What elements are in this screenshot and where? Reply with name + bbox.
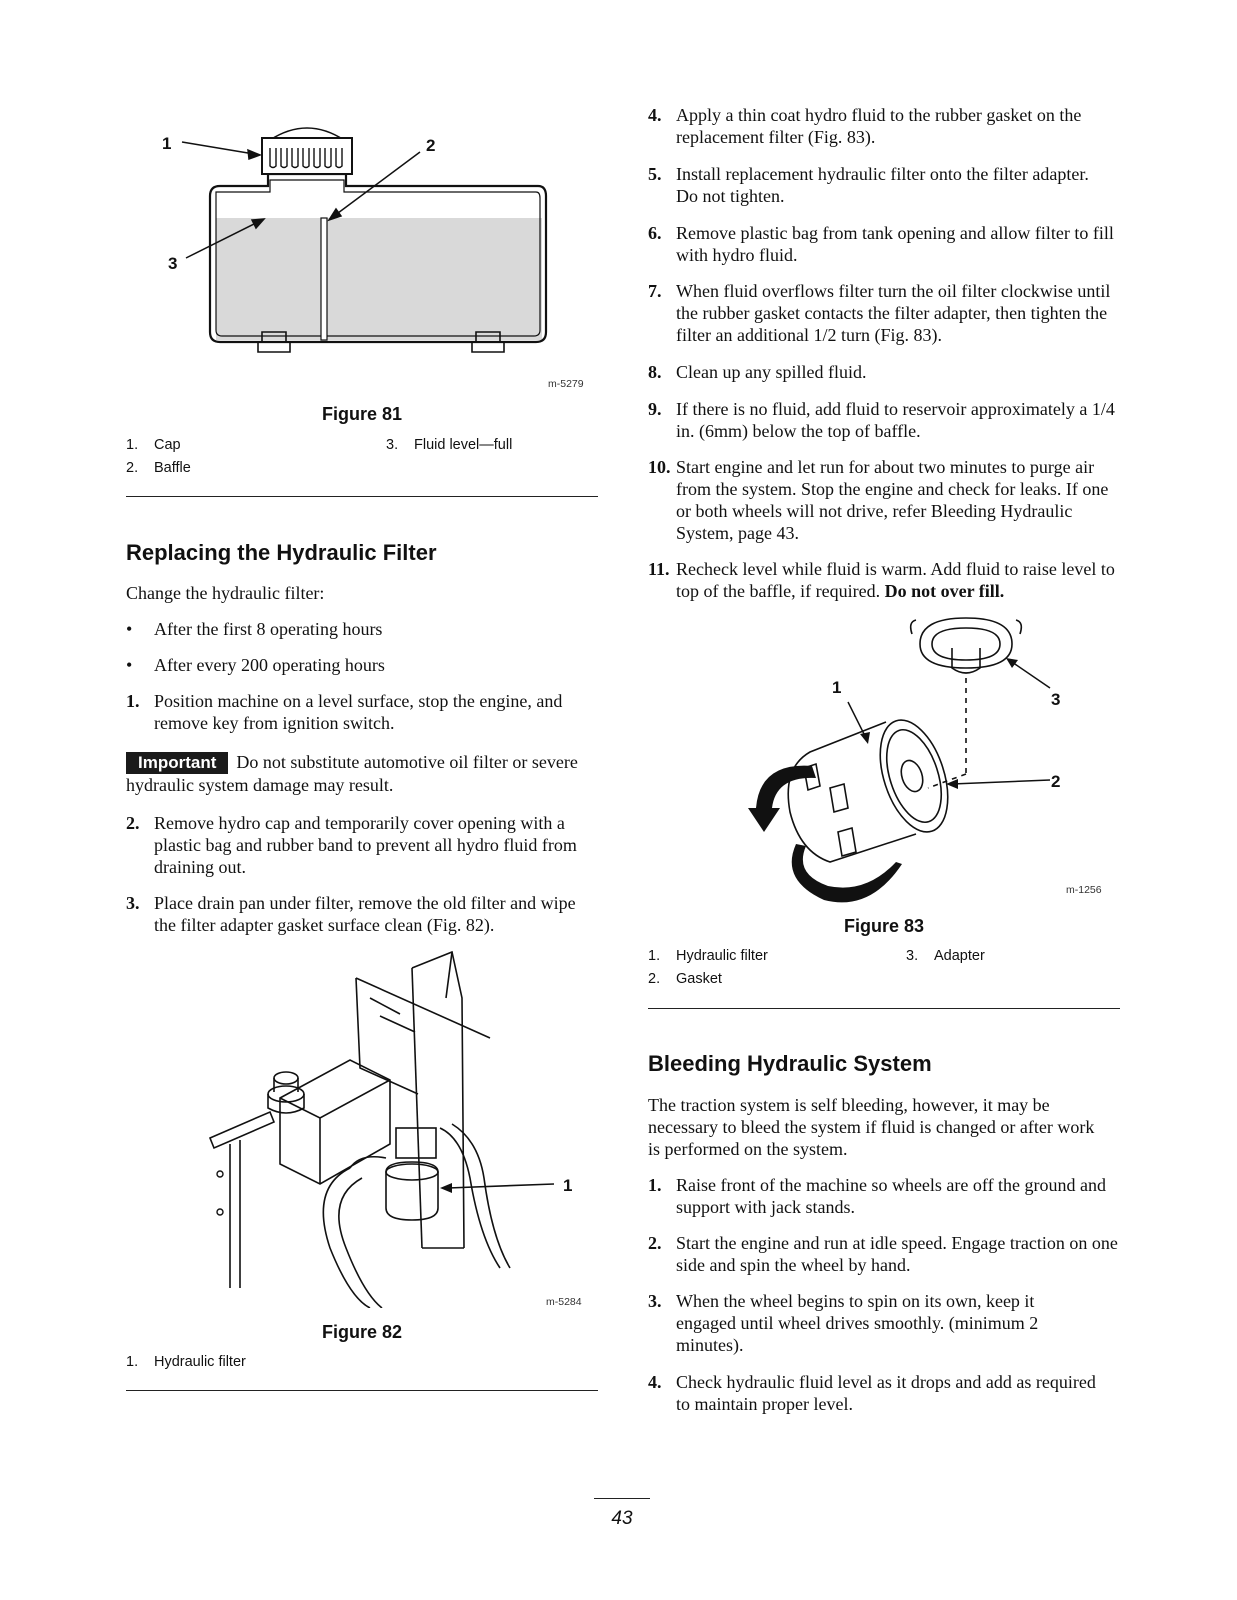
step-text: Position machine on a level surface, stop the engine, and remove key from ignition switch. (154, 691, 563, 733)
step-text: If there is no fluid, add fluid to reservoir approximately a 1/4 in. (6mm) below the top of baffle. (676, 399, 1115, 441)
step-number: 5. (648, 164, 662, 184)
step-text: Raise front of the machine so wheels are off the ground and support with jack stands. (676, 1175, 1107, 1217)
step-10 (648, 456, 1122, 544)
callout-81-1: 1 (162, 134, 172, 153)
legend-text: Gasket (676, 971, 722, 987)
step-number: 6. (648, 223, 662, 243)
figure-82-legend (126, 1351, 598, 1375)
step-number: 4. (648, 105, 662, 125)
section-intro: Change the hydraulic filter: (126, 583, 325, 603)
step-number: 4. (648, 1372, 662, 1392)
legend-text: Cap (154, 437, 181, 453)
divider (648, 1008, 1120, 1009)
bleed-step-1 (648, 1174, 1122, 1218)
step-text: Start engine and let run for about two minutes to purge air from the system. Stop the engine and check for leaks. If one or both wheels will not drive, refer Bleeding Hydraulic System, page 43. (676, 457, 1109, 543)
important-text: Do not substitute automotive oil filter or severe hydraulic system damage may result. (126, 752, 578, 795)
step-number: 8. (648, 362, 662, 382)
legend-text: Baffle (154, 460, 191, 476)
legend-num: 1. (648, 948, 661, 964)
legend-num: 3. (906, 948, 919, 964)
legend-text: Hydraulic filter (154, 1354, 246, 1370)
callout-83-3: 3 (1051, 690, 1061, 709)
step-number: 1. (648, 1175, 662, 1195)
step-text-main: Recheck level while fluid is warm. Add fluid to raise level to top of the baffle, if required. (676, 559, 1115, 601)
callout-83-1: 1 (832, 678, 842, 697)
step-text: Start the engine and run at idle speed. Engage traction on one side and spin the wheel by hand. (676, 1233, 1118, 1275)
step-text: Check hydraulic fluid level as it drops and add as required to maintain proper level. (676, 1372, 1096, 1414)
step-text: When fluid overflows filter turn the oil filter clockwise until the rubber gasket contacts the filter adapter, then tighten the filter an additional 1/2 turn (Fig. 83). (676, 281, 1111, 345)
step-text: Apply a thin coat hydro fluid to the rubber gasket on the replacement filter (Fig. 83). (676, 105, 1082, 147)
bleed-step-3 (648, 1290, 1122, 1356)
legend-num: 2. (648, 971, 661, 987)
step-number: 2. (126, 813, 140, 833)
figure-82-illustration (200, 948, 600, 1308)
legend-num: 2. (126, 460, 139, 476)
callout-81-2: 2 (426, 136, 436, 155)
legend-num: 3. (386, 437, 399, 453)
step-text: Install replacement hydraulic filter onto the filter adapter. Do not tighten. (676, 164, 1089, 206)
figure-83-title: Figure 83 (843, 916, 925, 936)
step-number: 2. (648, 1233, 662, 1253)
step-text: Clean up any spilled fluid. (676, 362, 867, 382)
step-1 (126, 690, 598, 734)
step-number: 7. (648, 281, 662, 301)
step-number: 3. (126, 893, 140, 913)
step-9 (648, 398, 1122, 442)
legend-text: Adapter (934, 948, 985, 964)
step-5 (648, 163, 1122, 207)
callout-83-2: 2 (1051, 772, 1061, 791)
legend-text: Fluid level—full (414, 437, 513, 453)
figure-81-legend-col1 (126, 434, 366, 482)
figure-83-illustration (720, 612, 1080, 912)
step-number: 3. (648, 1291, 662, 1311)
step-3 (126, 892, 598, 936)
step-number: 11. (648, 559, 670, 579)
list-item (126, 618, 598, 640)
step-text: Place drain pan under filter, remove the old filter and wipe the filter adapter gasket surface clean (Fig. 82). (154, 893, 576, 935)
step-4 (648, 104, 1122, 148)
bleed-step-4 (648, 1371, 1122, 1415)
bullet-text: After the first 8 operating hours (154, 619, 383, 639)
legend-text: Hydraulic filter (676, 948, 768, 964)
legend-num: 1. (126, 437, 139, 453)
figure-82-code: m-5284 (546, 1296, 582, 1308)
step-number: 10. (648, 457, 671, 477)
figure-81-legend-col2 (386, 434, 596, 458)
callout-82-1: 1 (563, 1176, 573, 1195)
bullet-text: After every 200 operating hours (154, 655, 385, 675)
divider (126, 1390, 598, 1391)
figure-83-code: m-1256 (1066, 884, 1102, 896)
step-6 (648, 222, 1122, 266)
step-text: Remove plastic bag from tank opening and allow filter to fill with hydro fluid. (676, 223, 1114, 265)
section-heading-bleeding: Bleeding Hydraulic System (648, 1051, 932, 1076)
bleed-step-2 (648, 1232, 1122, 1276)
bullet-dot: • (126, 619, 133, 639)
step-2 (126, 812, 598, 878)
figure-81-code: m-5279 (548, 378, 584, 390)
important-note (126, 751, 598, 796)
divider (126, 496, 598, 497)
step-7 (648, 280, 1122, 346)
page-number-rule (594, 1498, 650, 1499)
figure-82-title: Figure 82 (321, 1322, 403, 1342)
list-item (126, 654, 598, 676)
figure-81-title: Figure 81 (321, 404, 403, 424)
legend-num: 1. (126, 1354, 139, 1370)
figure-83-legend-col1 (648, 945, 888, 993)
page-number: 43 (611, 1508, 633, 1529)
step-number: 1. (126, 691, 140, 711)
figure-81-illustration (150, 110, 610, 380)
bullet-dot: • (126, 655, 133, 675)
important-badge: Important (126, 752, 228, 774)
step-text: Remove hydro cap and temporarily cover opening with a plastic bag and rubber band to prevent all hydro fluid from draining out. (154, 813, 577, 877)
step-11 (648, 558, 1122, 602)
step-8 (648, 361, 1122, 383)
step-text: When the wheel begins to spin on its own, keep it engaged until wheel drives smoothly. (minimum 2 minutes). (676, 1291, 1039, 1355)
step-text-bold: Do not over fill. (884, 581, 1005, 601)
figure-83-legend-col2 (906, 945, 1116, 969)
step-text (676, 558, 1122, 602)
callout-81-3: 3 (168, 254, 178, 273)
step-number: 9. (648, 399, 662, 419)
section-heading-replacing-filter: Replacing the Hydraulic Filter (126, 540, 437, 565)
section-intro: The traction system is self bleeding, however, it may be necessary to bleed the system if fluid is changed or after work is performed on the system. (648, 1095, 1095, 1159)
